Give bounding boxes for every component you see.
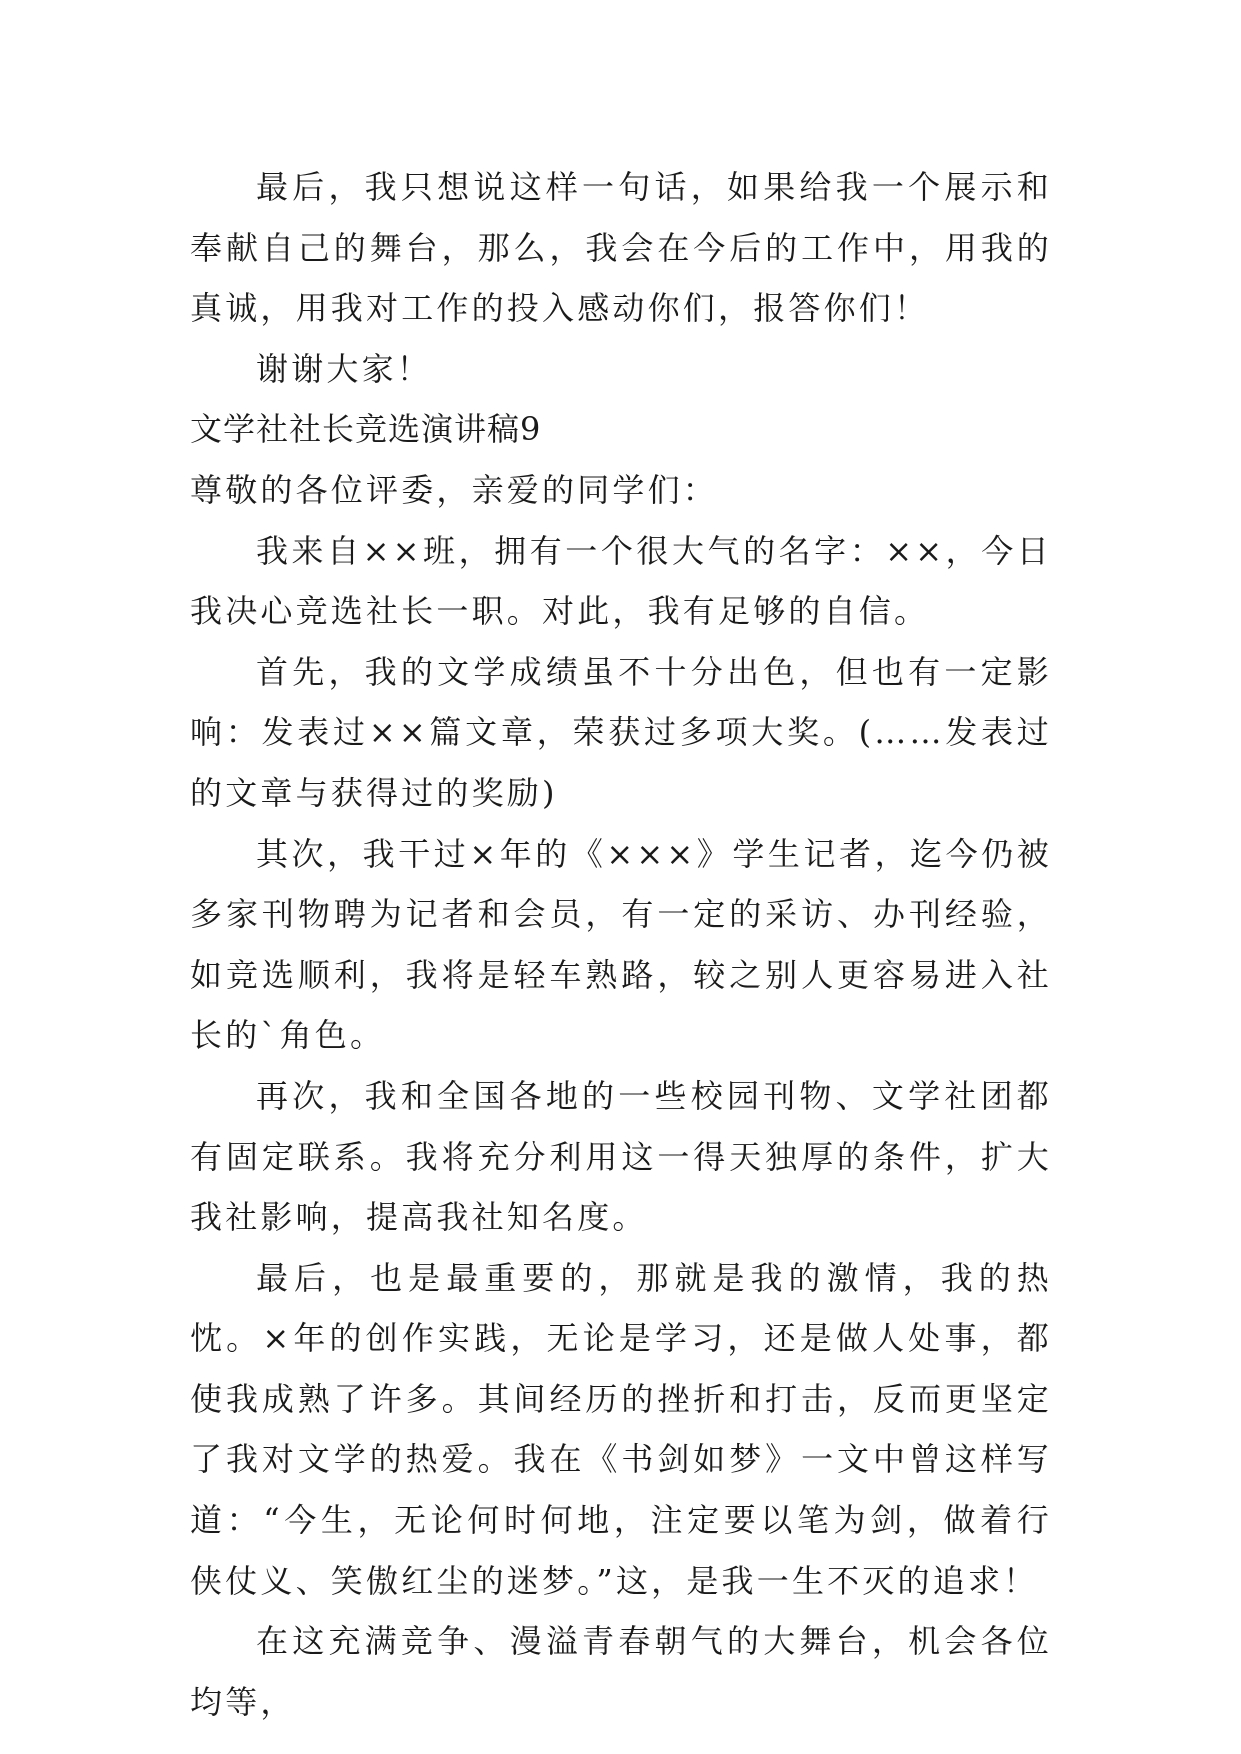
body-paragraph-fourth: 最后，也是最重要的，那就是我的激情，我的热忱。×年的创作实践，无论是学习，还是做人处事，都使我成熟了许多。其间经历的挫折和打击，反而更坚定了我对文学的热爱。我在《书剑如梦》一文中曾这样写道：“今生，无论何时何地，注定要以笔为剑，做着行侠仗义、笑傲红尘的迷梦。”这，是我一生不灭的追求！ <box>190 1258 1052 1600</box>
salutation: 尊敬的各位评委，亲爱的同学们： <box>190 470 719 509</box>
thanks-paragraph: 谢谢大家！ <box>256 349 433 388</box>
document-body <box>190 157 1052 1732</box>
body-paragraph-second: 其次，我干过×年的《×××》学生记者，迄今仍被多家刊物聘为记者和会员，有一定的采访、办刊经验，如竞选顺利，我将是轻车熟路，较之别人更容易进入社长的`角色。 <box>190 834 1052 1055</box>
section-title: 文学社社长竞选演讲稿9 <box>190 410 542 449</box>
body-paragraph-first: 首先，我的文学成绩虽不十分出色，但也有一定影响：发表过××篇文章，荣获过多项大奖。(……发表过的文章与获得过的奖励) <box>190 652 1052 812</box>
body-paragraph-third: 再次，我和全国各地的一些校园刊物、文学社团都有固定联系。我将充分利用这一得天独厚的条件，扩大我社影响，提高我社知名度。 <box>190 1076 1052 1237</box>
closing-paragraph: 最后，我只想说这样一句话，如果给我一个展示和奉献自己的舞台，那么，我会在今后的工作中，用我的真诚，用我对工作的投入感动你们，报答你们！ <box>190 168 1052 328</box>
body-paragraph-fifth: 在这充满竞争、漫溢青春朝气的大舞台，机会各位均等， <box>190 1622 1052 1721</box>
body-paragraph-intro: 我来自××班，拥有一个很大气的名字：××，今日我决心竞选社长一职。对此，我有足够的自信。 <box>190 531 1052 631</box>
